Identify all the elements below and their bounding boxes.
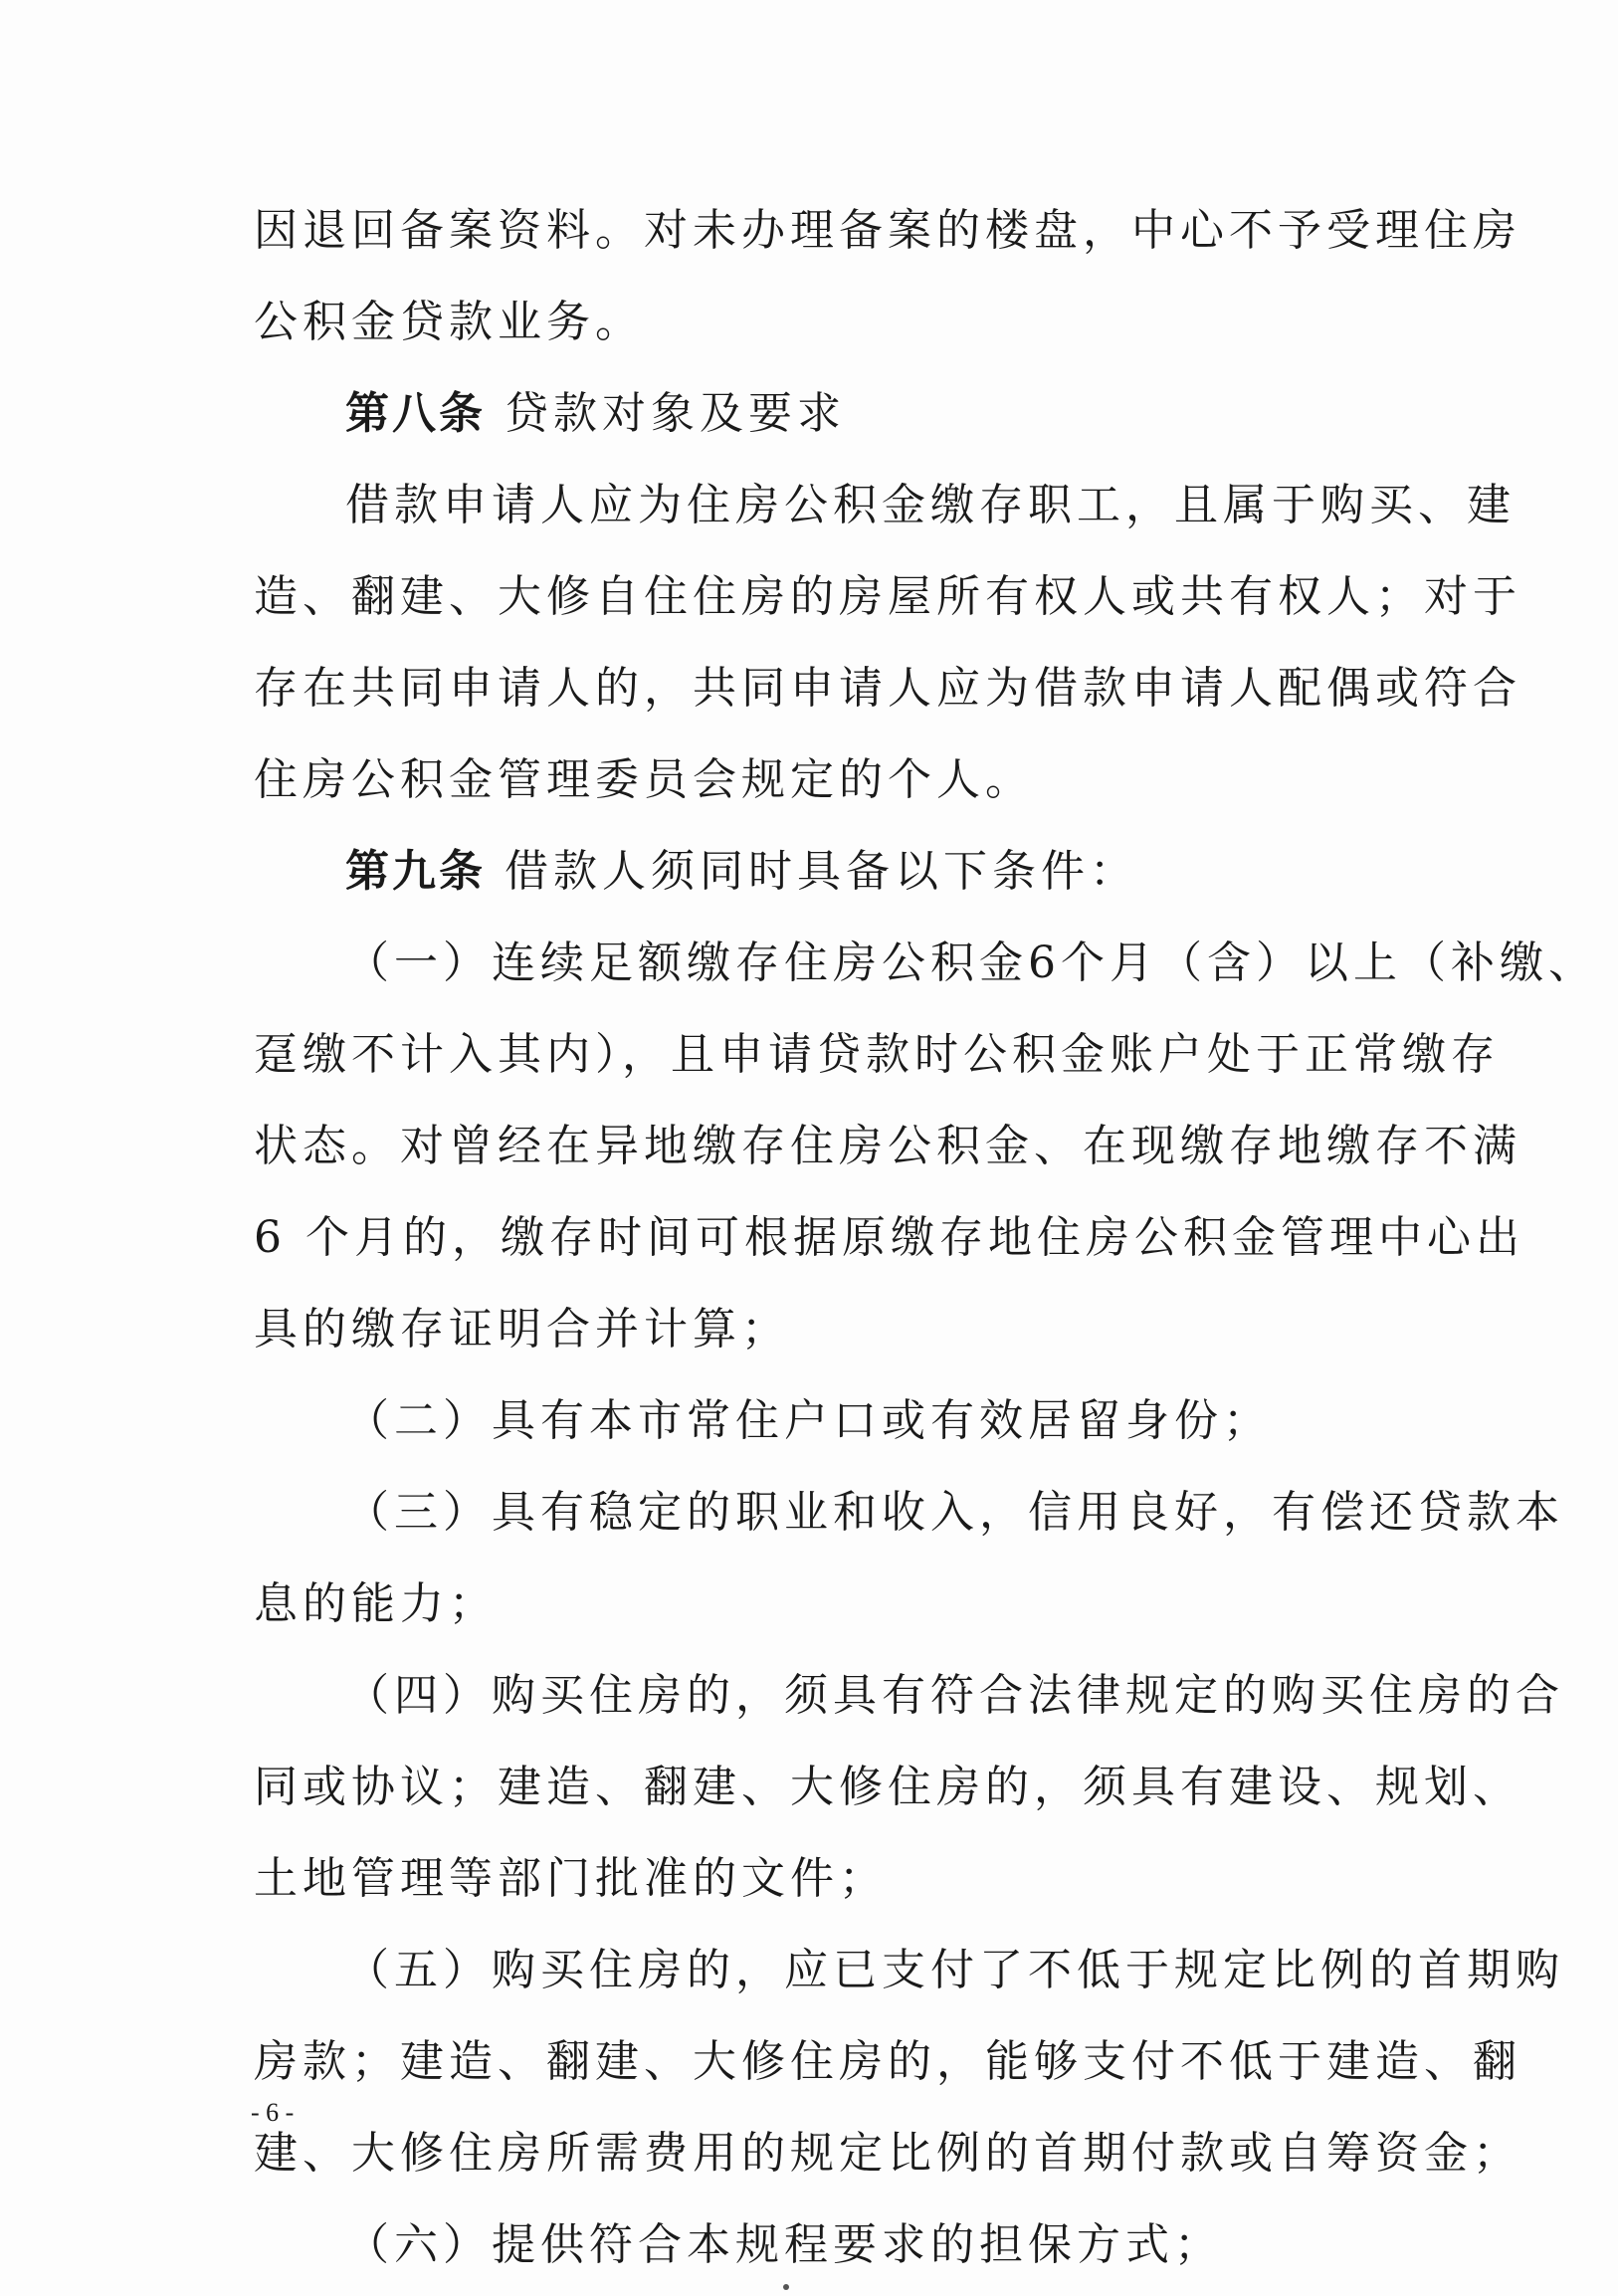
paragraph-line: 状态。对曾经在异地缴存住房公积金、在现缴存地缴存不满: [254, 1121, 1521, 1171]
paragraph-line: 房款；建造、翻建、大修住房的，能够支付不低于建造、翻: [254, 2036, 1521, 2087]
condition-item: （三）具有稳定的职业和收入，信用良好，有偿还贷款本: [345, 1487, 1564, 1538]
paragraph-line: 存在共同申请人的，共同申请人应为借款申请人配偶或符合: [254, 663, 1521, 714]
paragraph-line: 土地管理等部门批准的文件；: [254, 1853, 888, 1904]
paragraph-line: 息的能力；: [254, 1578, 498, 1629]
condition-item: （二）具有本市常住户口或有效居留身份；: [345, 1395, 1272, 1446]
paragraph-line: 借款申请人应为住房公积金缴存职工，且属于购买、建: [345, 480, 1516, 530]
condition-item: （六）提供符合本规程要求的担保方式；: [345, 2219, 1223, 2270]
document-body: [254, 185, 1597, 2291]
article-9-heading-line: [254, 826, 1378, 918]
paragraph-line: 建、大修住房所需费用的规定比例的首期付款或自筹资金；: [254, 2128, 1521, 2179]
paragraph-line: 6 个月的，缴存时间可根据原缴存地住房公积金管理中心出: [254, 1212, 1524, 1263]
article-9-label: 第九条: [345, 846, 486, 897]
condition-item: （一）连续足额缴存住房公积金6个月（含）以上（补缴、: [345, 938, 1597, 988]
paragraph-line: 公积金贷款业务。: [254, 297, 644, 347]
article-8-heading-line: [254, 368, 1378, 460]
paragraph-line: 具的缴存证明合并计算；: [254, 1304, 790, 1355]
paragraph-line: 同或协议；建造、翻建、大修住房的，须具有建设、规划、: [254, 1762, 1521, 1812]
paragraph-line: 因退回备案资料。对未办理备案的楼盘，中心不予受理住房: [254, 205, 1521, 256]
condition-item: （五）购买住房的，应已支付了不低于规定比例的首期购: [345, 1945, 1564, 1995]
scan-dot-mark: [783, 2284, 789, 2290]
paragraph-line: 造、翻建、大修自住住房的房屋所有权人或共有权人；对于: [254, 571, 1521, 622]
page-number: - 6 -: [251, 2098, 295, 2127]
paragraph-line: 趸缴不计入其内），且申请贷款时公积金账户处于正常缴存: [254, 1029, 1500, 1080]
article-8-title: 贷款对象及要求: [505, 388, 846, 439]
paragraph-line: 住房公积金管理委员会规定的个人。: [254, 754, 1034, 805]
article-8-label: 第八条: [345, 388, 486, 439]
article-9-title: 借款人须同时具备以下条件：: [505, 846, 1138, 897]
condition-item: （四）购买住房的，须具有符合法律规定的购买住房的合: [345, 1670, 1564, 1721]
